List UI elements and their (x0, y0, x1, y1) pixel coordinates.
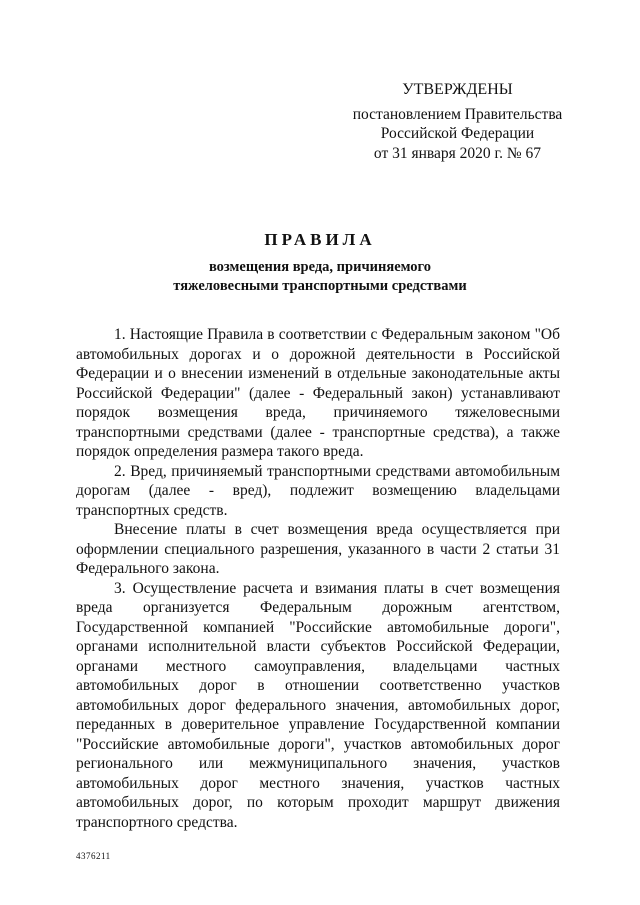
approval-block (330, 80, 585, 163)
approval-heading: УТВЕРЖДЕНЫ (402, 81, 513, 98)
approval-line-date: от 31 января 2020 г. № 67 (373, 144, 542, 162)
subtitle-line-1: возмещения вреда, причиняемого (208, 259, 432, 275)
document-body (76, 325, 560, 832)
approval-line-government: постановлением Правительства (352, 105, 563, 123)
paragraph-2: 2. Вред, причиняемый транспортными средствами автомобильным дорогам (далее - вред), подлежит возмещению владельцами транспортных средств. (76, 462, 560, 519)
document-subtitle (0, 258, 640, 295)
document-code: 4376211 (76, 851, 111, 861)
subtitle-line-2: тяжеловесными транспортными средствами (173, 277, 467, 294)
approval-line-federation: Российской Федерации (380, 125, 535, 142)
paragraph-3: 3. Осуществление расчета и взимания платы в счет возмещения вреда организуется Федеральным дорожным агентством, Государственной компанией "Российские автомобильные дороги", органами исполнительной власти субъектов Российской Федерации, органами местного самоуправления, владельцами частных автомобильных дорог в отношении соответственно участков автомобильных дорог федерального значения, автомобильных дорог, переданных в доверительное управление Государственной компании "Российские автомобильные дороги", участков автомобильных дорог регионального или межмуниципального значения, участков автомобильных дорог местного значения, участков частных автомобильных дорог, по которым проходит маршрут движения транспортного средства. (76, 579, 560, 831)
paragraph-2-continued: Внесение платы в счет возмещения вреда осуществляется при оформлении специального разрешения, указанного в части 2 статьи 31 Федерального закона. (76, 521, 560, 577)
paragraph-1: 1. Настоящие Правила в соответствии с Федеральным законом "Об автомобильных дорогах и о дорожной деятельности в Российской Федерации и о внесении изменений в отдельные законодательные акты Российской Федерации" (далее - Федеральный закон) устанавливают порядок возмещения вреда, причиняемого тяжеловесными транспортными средствами (далее - транспортные средства), а также порядок определения размера такого вреда. (76, 326, 560, 460)
document-title: ПРАВИЛА (264, 230, 376, 249)
